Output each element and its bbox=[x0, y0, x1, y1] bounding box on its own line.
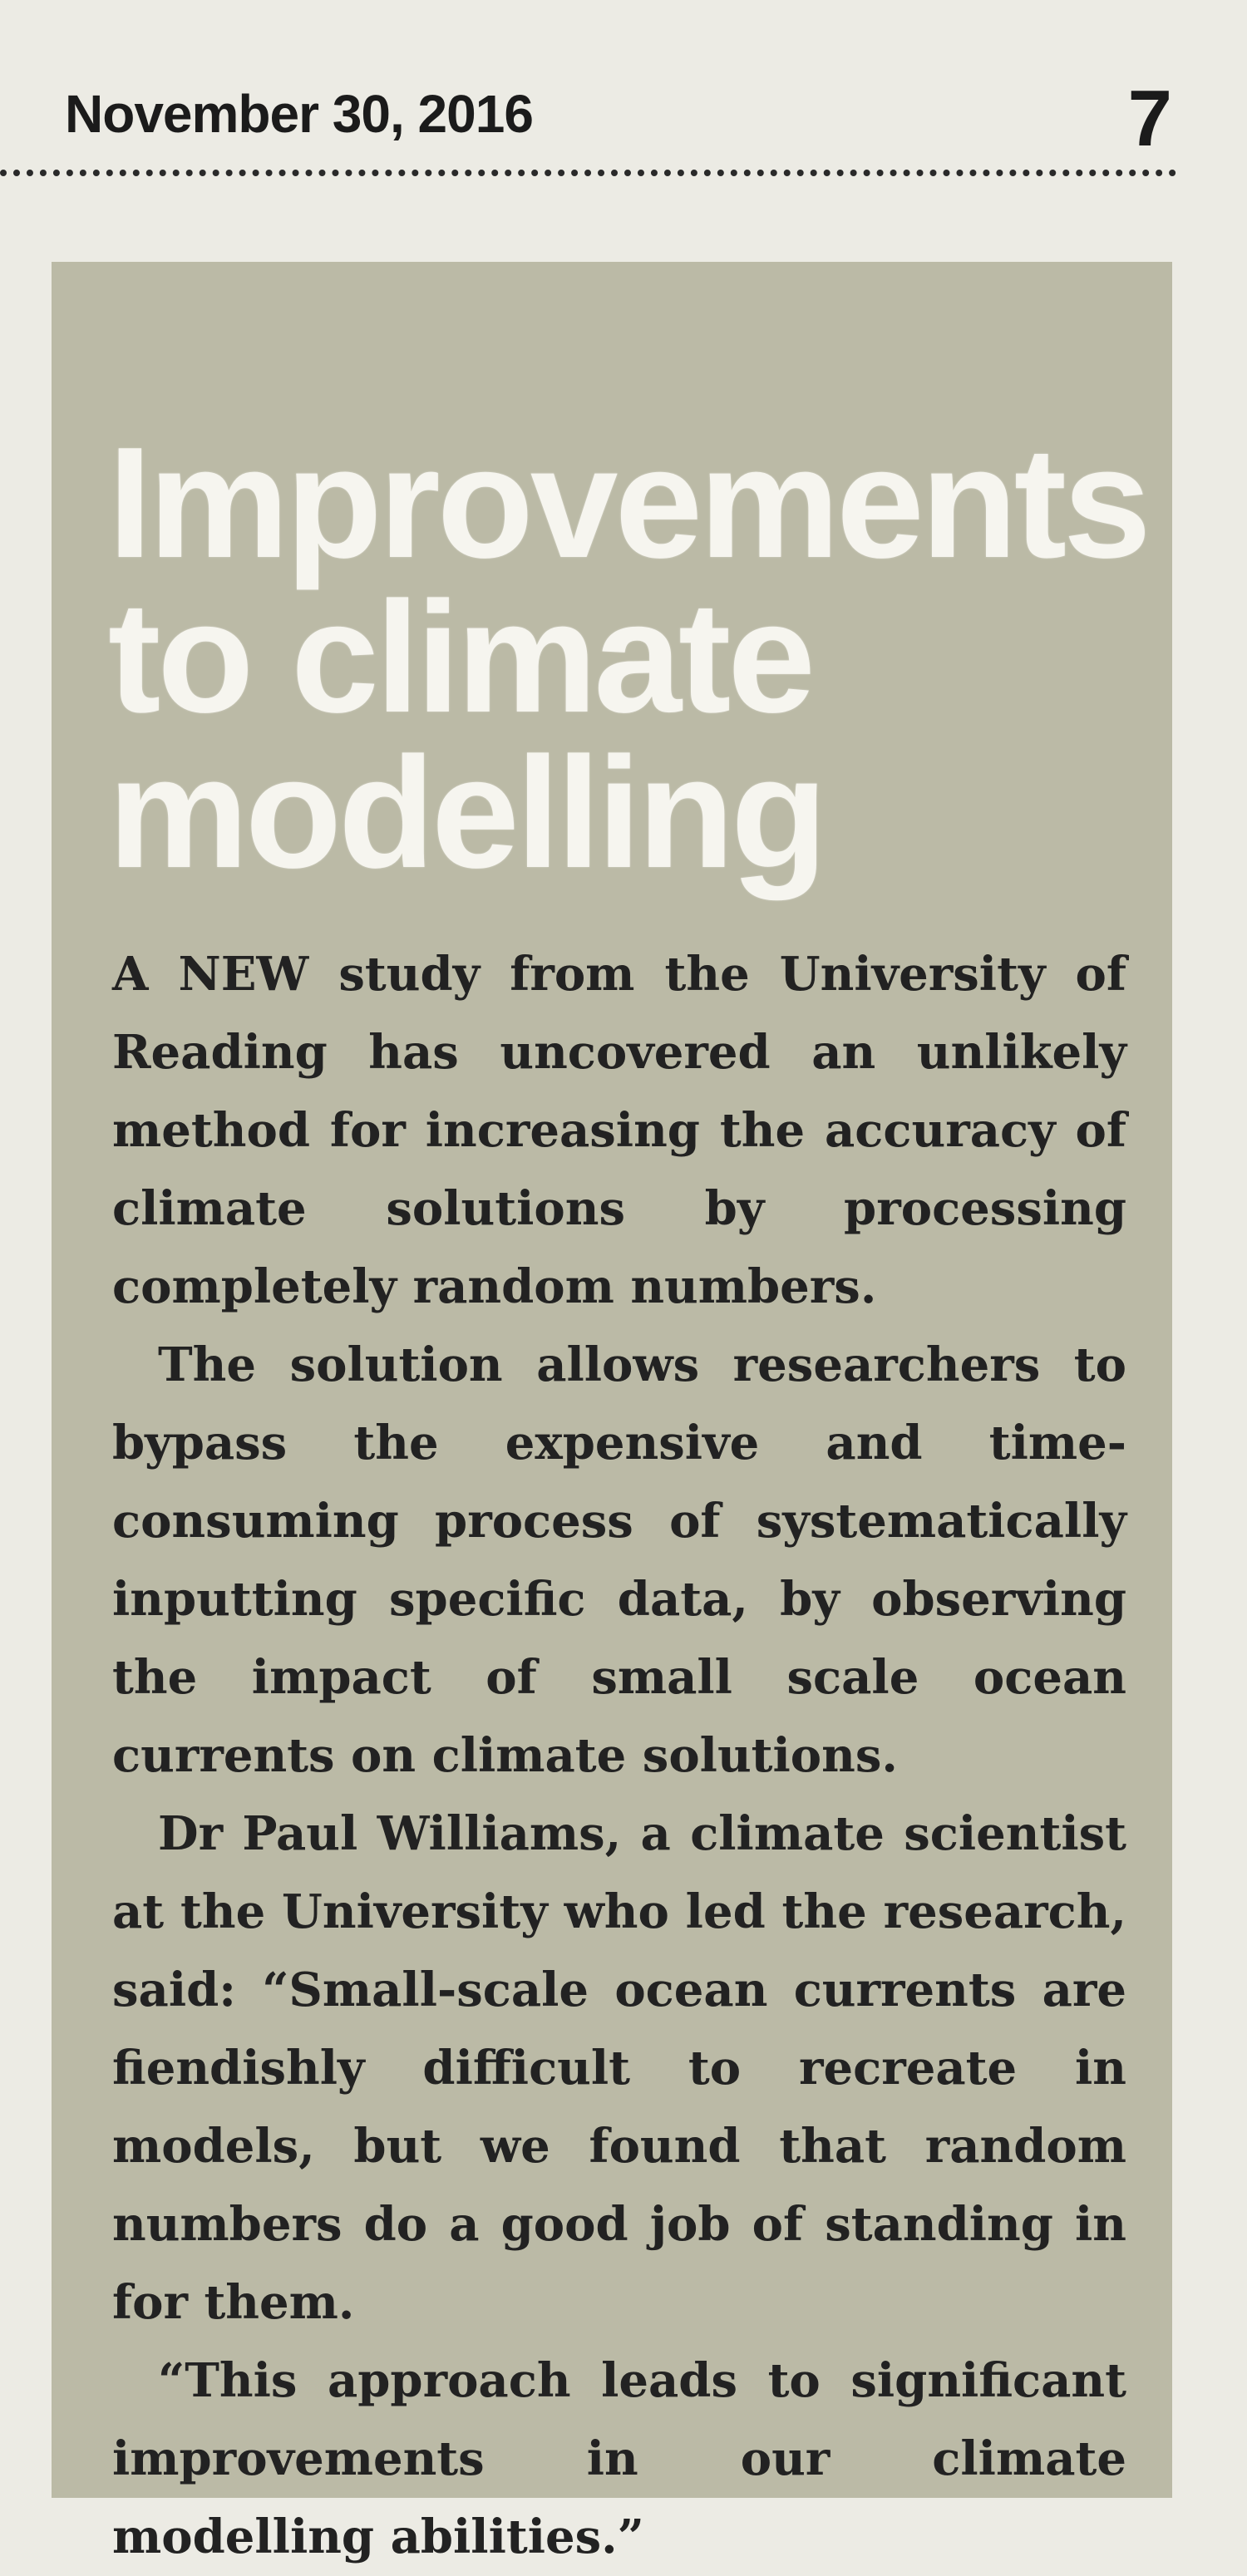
header-dotted-rule bbox=[0, 170, 1176, 176]
page-number: 7 bbox=[1127, 74, 1172, 163]
article-paragraph-3: Dr Paul Williams, a climate scientist at the University who led the research, said: “Small-scale ocean currents are fiendishly difficult to recreate in models, but we found that random numbers do a good job of standing in for them. bbox=[112, 1806, 1126, 2330]
issue-date: November 30, 2016 bbox=[65, 84, 533, 144]
headline-line-2: to climate bbox=[108, 569, 812, 746]
article-headline bbox=[108, 415, 1148, 901]
article-paragraph-2: The solution allows researchers to bypass the expensive and time-consuming process of systematically inputting specific data, by observing the impact of small scale ocean currents on climate solutions. bbox=[112, 1337, 1126, 1783]
article-body bbox=[112, 935, 1126, 2576]
headline-line-1: Improvements bbox=[108, 415, 1148, 592]
headline-line-3: modelling bbox=[108, 724, 825, 901]
article-paragraph-1: A NEW study from the University of Reading has uncovered an unlikely method for increasing the accuracy of climate solutions by processing completely random numbers. bbox=[112, 947, 1126, 1314]
article-paragraph-4: “This approach leads to significant improvements in our climate modelling abilities.” bbox=[112, 2353, 1126, 2564]
